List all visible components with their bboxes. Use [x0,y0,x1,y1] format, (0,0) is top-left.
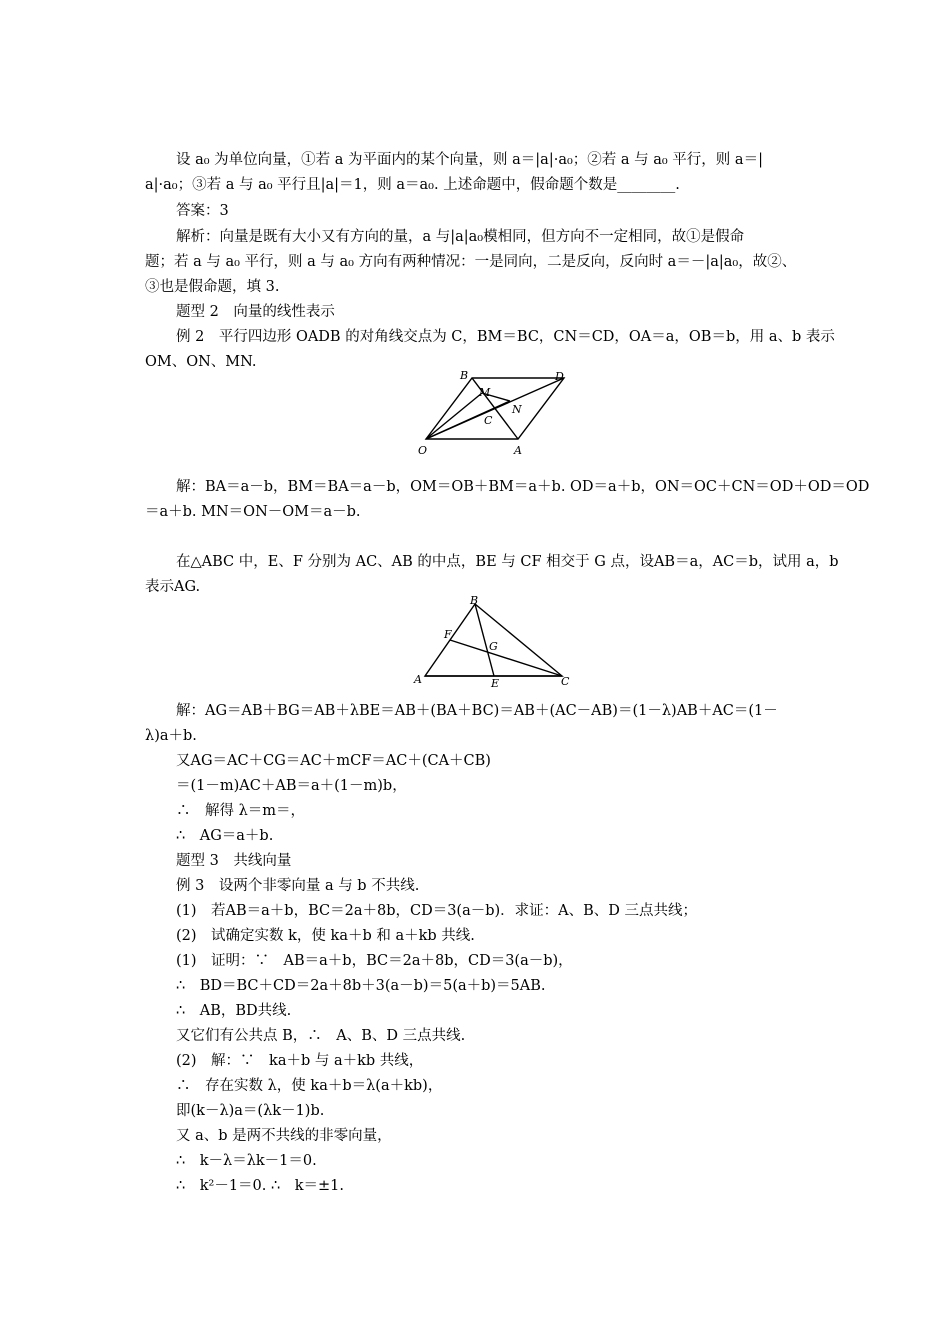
example-text-line: (1) 若AB＝a＋b，BC＝2a＋8b，CD＝3(a－b)．求证：A、B、D 三点共线； [176,903,698,919]
analysis-line: 题；若 a 与 a₀ 平行，则 a 与 a₀ 方向有两种情况：一是同向，二是反向，反向时 a＝－|a|a₀，故②、 [145,254,797,270]
problem-text-line: 表示AG. [145,579,201,595]
example-text-line: OM、ON、MN. [145,354,257,370]
label-B: B [470,594,479,607]
problem-text-line: 在△ABC 中，E、F 分别为 AC、AB 的中点，BE 与 CF 相交于 G 点，设AB＝a，AC＝b，试用 a，b [176,554,839,570]
proof-line: ∴ k²－1＝0. ∴ k＝±1. [176,1178,344,1194]
example-text-line: 例 2 平行四边形 OADB 的对角线交点为 C，BM＝BC，CN＝CD，OA＝a，OB＝b，用 a、b 表示 [176,329,835,345]
example-text-line: (2) 试确定实数 k，使 ka＋b 和 a＋kb 共线. [176,928,475,944]
label-G: G [489,640,498,653]
solution-line: ∴ 解得 λ＝m＝， [176,803,306,819]
proof-line: ∴ BD＝BC＋CD＝2a＋8b＋3(a－b)＝5(a＋b)＝5AB. [176,978,546,994]
solution-line: λ)a＋b. [145,728,197,744]
solution-line: ＝(1－m)AC＋AB＝a＋(1－m)b， [176,778,407,794]
proof-line: ∴ k－λ＝λk－1＝0. [176,1153,317,1169]
label-N: N [512,403,522,416]
solution-line: 又AG＝AC＋CG＝AC＋mCF＝AC＋(CA＋CB) [176,753,491,769]
analysis-line: ③也是假命题，填 3. [145,279,280,295]
label-A: A [414,673,422,686]
label-E: E [491,677,500,688]
section-heading: 题型 3 共线向量 [176,853,292,869]
label-B: B [460,369,469,382]
label-C: C [561,675,570,688]
proof-line: (2) 解：∵ ka＋b 与 a＋kb 共线， [176,1053,424,1069]
label-O: O [418,444,428,457]
answer-line: 答案：3 [176,203,229,219]
solution-line: ∴ AG＝a＋b. [176,828,274,844]
proof-line: 即(k－λ)a＝(λk－1)b. [176,1103,325,1119]
label-D: D [555,370,564,383]
solution-line: 解：BA＝a－b，BM＝BA＝a－b，OM＝OB＋BM＝a＋b. OD＝a＋b，ON＝OC＋CN＝OD＋OD＝OD [176,479,870,495]
solution-line: ＝a＋b. MN＝ON－OM＝a－b. [145,504,361,520]
example-text-line: 例 3 设两个非零向量 a 与 b 不共线. [176,878,420,894]
label-A: A [514,444,522,457]
problem-text-line: a|·a₀；③若 a 与 a₀ 平行且|a|＝1，则 a＝a₀. 上述命题中，假命题个数是________. [145,177,680,193]
proof-line: 又它们有公共点 B，∴ A、B、D 三点共线. [176,1028,466,1044]
proof-line: ∴ AB，BD共线. [176,1003,292,1019]
proof-line: (1) 证明：∵ AB＝a＋b，BC＝2a＋8b，CD＝3(a－b)， [176,953,573,969]
solution-line: 解：AG＝AB＋BG＝AB＋λBE＝AB＋(BA＋BC)＝AB＋(AC－AB)＝(1－λ)AB＋AC＝(1－ [176,703,778,719]
label-C: C [484,414,493,427]
proof-line: 又 a、b 是两不共线的非零向量， [176,1128,392,1144]
proof-line: ∴ 存在实数 λ，使 ka＋b＝λ(a＋kb)， [176,1078,443,1094]
problem-text-line: 设 a₀ 为单位向量，①若 a 为平面内的某个向量，则 a＝|a|·a₀；②若 a 与 a₀ 平行，则 a＝| [176,152,763,168]
section-heading: 题型 2 向量的线性表示 [176,304,335,320]
triangle-figure [410,593,575,688]
parallelogram-figure [410,368,580,458]
analysis-line: 解析：向量是既有大小又有方向的量，a 与|a|a₀模相同，但方向不一定相同，故①是假命 [176,229,745,245]
label-F: F [444,628,452,641]
label-M: M [479,386,491,399]
